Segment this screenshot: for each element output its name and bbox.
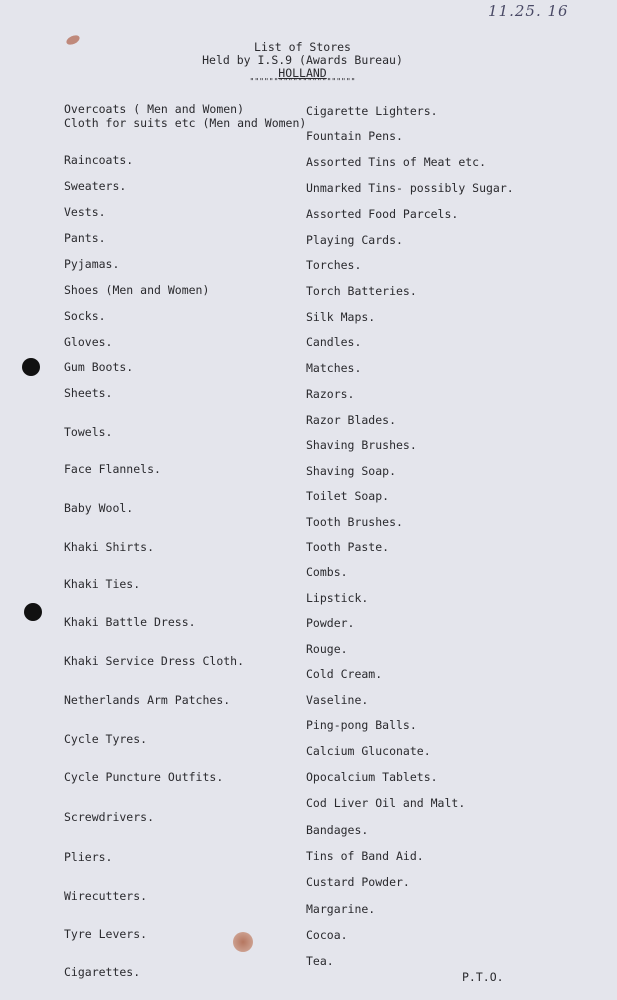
list-item: Socks. <box>64 309 106 323</box>
document-subtitle: Held by I.S.9 (Awards Bureau) <box>202 53 403 67</box>
list-item: Cloth for suits etc (Men and Women) <box>64 116 307 130</box>
list-item: Khaki Shirts. <box>64 540 155 554</box>
list-item: Assorted Food Parcels. <box>306 207 459 221</box>
document-country: HOLLAND <box>278 66 327 80</box>
list-item: Shoes (Men and Women) <box>64 283 210 297</box>
punch-hole-mark-top <box>22 358 40 376</box>
list-item: Opocalcium Tablets. <box>306 770 438 784</box>
list-item: Overcoats ( Men and Women) <box>64 102 245 116</box>
stain-mark-bottom <box>233 932 253 952</box>
list-item: Razor Blades. <box>306 413 397 427</box>
handwritten-reference: 11.25. 16 <box>488 2 569 20</box>
list-item: Ping-pong Balls. <box>306 718 417 732</box>
pto-label: P.T.O. <box>462 970 504 984</box>
list-item: Pyjamas. <box>64 257 120 271</box>
list-item: Razors. <box>306 387 355 401</box>
list-item: Face Flannels. <box>64 462 161 476</box>
list-item: Sweaters. <box>64 179 127 193</box>
list-item: Tyre Levers. <box>64 927 148 941</box>
list-item: Combs. <box>306 565 348 579</box>
list-item: Towels. <box>64 425 113 439</box>
list-item: Powder. <box>306 616 355 630</box>
list-item: Candles. <box>306 335 362 349</box>
list-item: Unmarked Tins- possibly Sugar. <box>306 181 514 195</box>
list-item: Cod Liver Oil and Malt. <box>306 796 466 810</box>
list-item: Khaki Battle Dress. <box>64 615 196 629</box>
list-item: Baby Wool. <box>64 501 134 515</box>
list-item: Custard Powder. <box>306 875 410 889</box>
list-item: Cigarettes. <box>64 965 141 979</box>
list-item: Pants. <box>64 231 106 245</box>
list-item: Calcium Gluconate. <box>306 744 431 758</box>
list-item: Tea. <box>306 954 334 968</box>
list-item: Silk Maps. <box>306 310 376 324</box>
list-item: Cocoa. <box>306 928 348 942</box>
list-item: Fountain Pens. <box>306 129 403 143</box>
list-item: Cycle Puncture Outfits. <box>64 770 224 784</box>
list-item: Torch Batteries. <box>306 284 417 298</box>
list-item: Shaving Soap. <box>306 464 397 478</box>
list-item: Screwdrivers. <box>64 810 155 824</box>
list-item: Lipstick. <box>306 591 369 605</box>
list-item: Wirecutters. <box>64 889 148 903</box>
list-item: Tooth Brushes. <box>306 515 403 529</box>
list-item: Netherlands Arm Patches. <box>64 693 231 707</box>
list-item: Torches. <box>306 258 362 272</box>
list-item: Margarine. <box>306 902 376 916</box>
list-item: Khaki Ties. <box>64 577 141 591</box>
list-item: Gloves. <box>64 335 113 349</box>
list-item: Rouge. <box>306 642 348 656</box>
list-item: Shaving Brushes. <box>306 438 417 452</box>
list-item: Tins of Band Aid. <box>306 849 424 863</box>
punch-hole-mark-bottom <box>24 603 42 621</box>
list-item: Vaseline. <box>306 693 369 707</box>
list-item: Gum Boots. <box>64 360 134 374</box>
list-item: Toilet Soap. <box>306 489 390 503</box>
list-item: Matches. <box>306 361 362 375</box>
list-item: Khaki Service Dress Cloth. <box>64 654 245 668</box>
list-item: Tooth Paste. <box>306 540 390 554</box>
list-item: Playing Cards. <box>306 233 403 247</box>
document-title: List of Stores <box>254 40 351 54</box>
list-item: Raincoats. <box>64 153 134 167</box>
header-underline: """""""""""""""""""""" <box>249 77 356 86</box>
list-item: Sheets. <box>64 386 113 400</box>
list-item: Cold Cream. <box>306 667 383 681</box>
list-item: Cigarette Lighters. <box>306 104 438 118</box>
list-item: Assorted Tins of Meat etc. <box>306 155 487 169</box>
list-item: Bandages. <box>306 823 369 837</box>
list-item: Vests. <box>64 205 106 219</box>
list-item: Cycle Tyres. <box>64 732 148 746</box>
list-item: Pliers. <box>64 850 113 864</box>
